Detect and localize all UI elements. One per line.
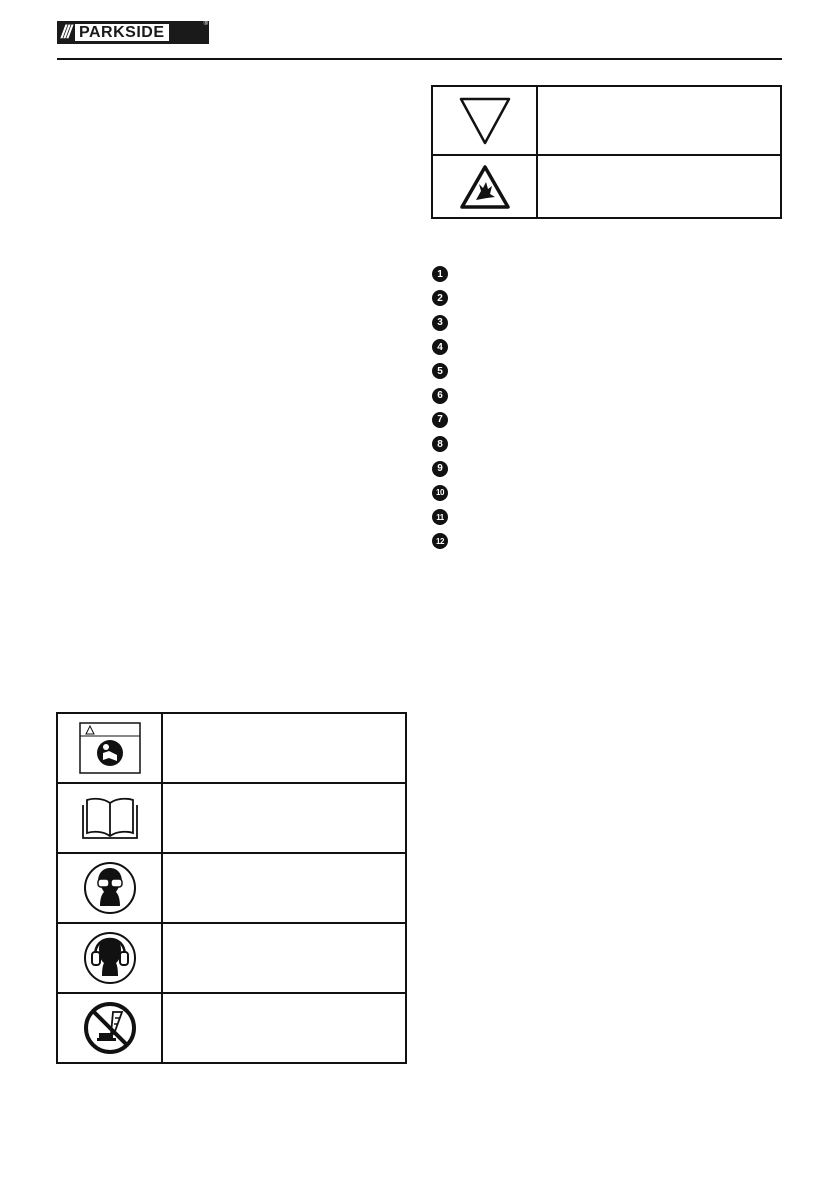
symbol-row <box>57 713 406 783</box>
parts-list <box>432 262 456 554</box>
number-badge: 12 <box>432 533 448 549</box>
symbol-description <box>162 713 406 783</box>
symbol-row <box>57 993 406 1063</box>
list-item <box>432 335 456 359</box>
list-item <box>432 408 456 432</box>
symbol-description <box>162 783 406 853</box>
list-item <box>432 529 456 553</box>
number-badge: 10 <box>432 485 448 501</box>
symbols-table-right <box>431 85 782 219</box>
logo-registered-mark: ® <box>203 21 208 27</box>
number-badge: 6 <box>432 388 448 404</box>
list-item <box>432 505 456 529</box>
number-badge: 8 <box>432 436 448 452</box>
number-badge: 11 <box>432 509 448 525</box>
list-item <box>432 432 456 456</box>
eye-protection-icon <box>57 853 162 923</box>
list-item <box>432 311 456 335</box>
logo-slashes: /// <box>61 22 71 42</box>
symbol-row <box>432 155 781 218</box>
read-manual-warning-label-icon <box>57 713 162 783</box>
no-ladder-icon <box>57 993 162 1063</box>
symbol-row <box>57 923 406 993</box>
list-item <box>432 383 456 407</box>
symbol-description <box>537 155 781 218</box>
symbol-description <box>162 853 406 923</box>
list-item <box>432 359 456 383</box>
number-badge: 9 <box>432 461 448 477</box>
hearing-protection-icon <box>57 923 162 993</box>
list-item <box>432 456 456 480</box>
parkside-logo <box>57 21 209 44</box>
open-book-icon <box>57 783 162 853</box>
number-badge: 2 <box>432 290 448 306</box>
symbols-table-left <box>56 712 407 1064</box>
symbol-row <box>57 853 406 923</box>
header-rule <box>57 58 782 60</box>
number-badge: 4 <box>432 339 448 355</box>
symbol-description <box>162 923 406 993</box>
symbol-row <box>432 86 781 155</box>
list-item <box>432 286 456 310</box>
symbol-description <box>162 993 406 1063</box>
number-badge: 5 <box>432 363 448 379</box>
number-badge: 3 <box>432 315 448 331</box>
list-item <box>432 481 456 505</box>
logo-wordmark: PARKSIDE <box>79 23 165 41</box>
hand-crush-hazard-icon <box>432 155 537 218</box>
warning-triangle-icon <box>432 86 537 155</box>
list-item <box>432 262 456 286</box>
symbol-description <box>537 86 781 155</box>
number-badge: 7 <box>432 412 448 428</box>
symbol-row <box>57 783 406 853</box>
number-badge: 1 <box>432 266 448 282</box>
